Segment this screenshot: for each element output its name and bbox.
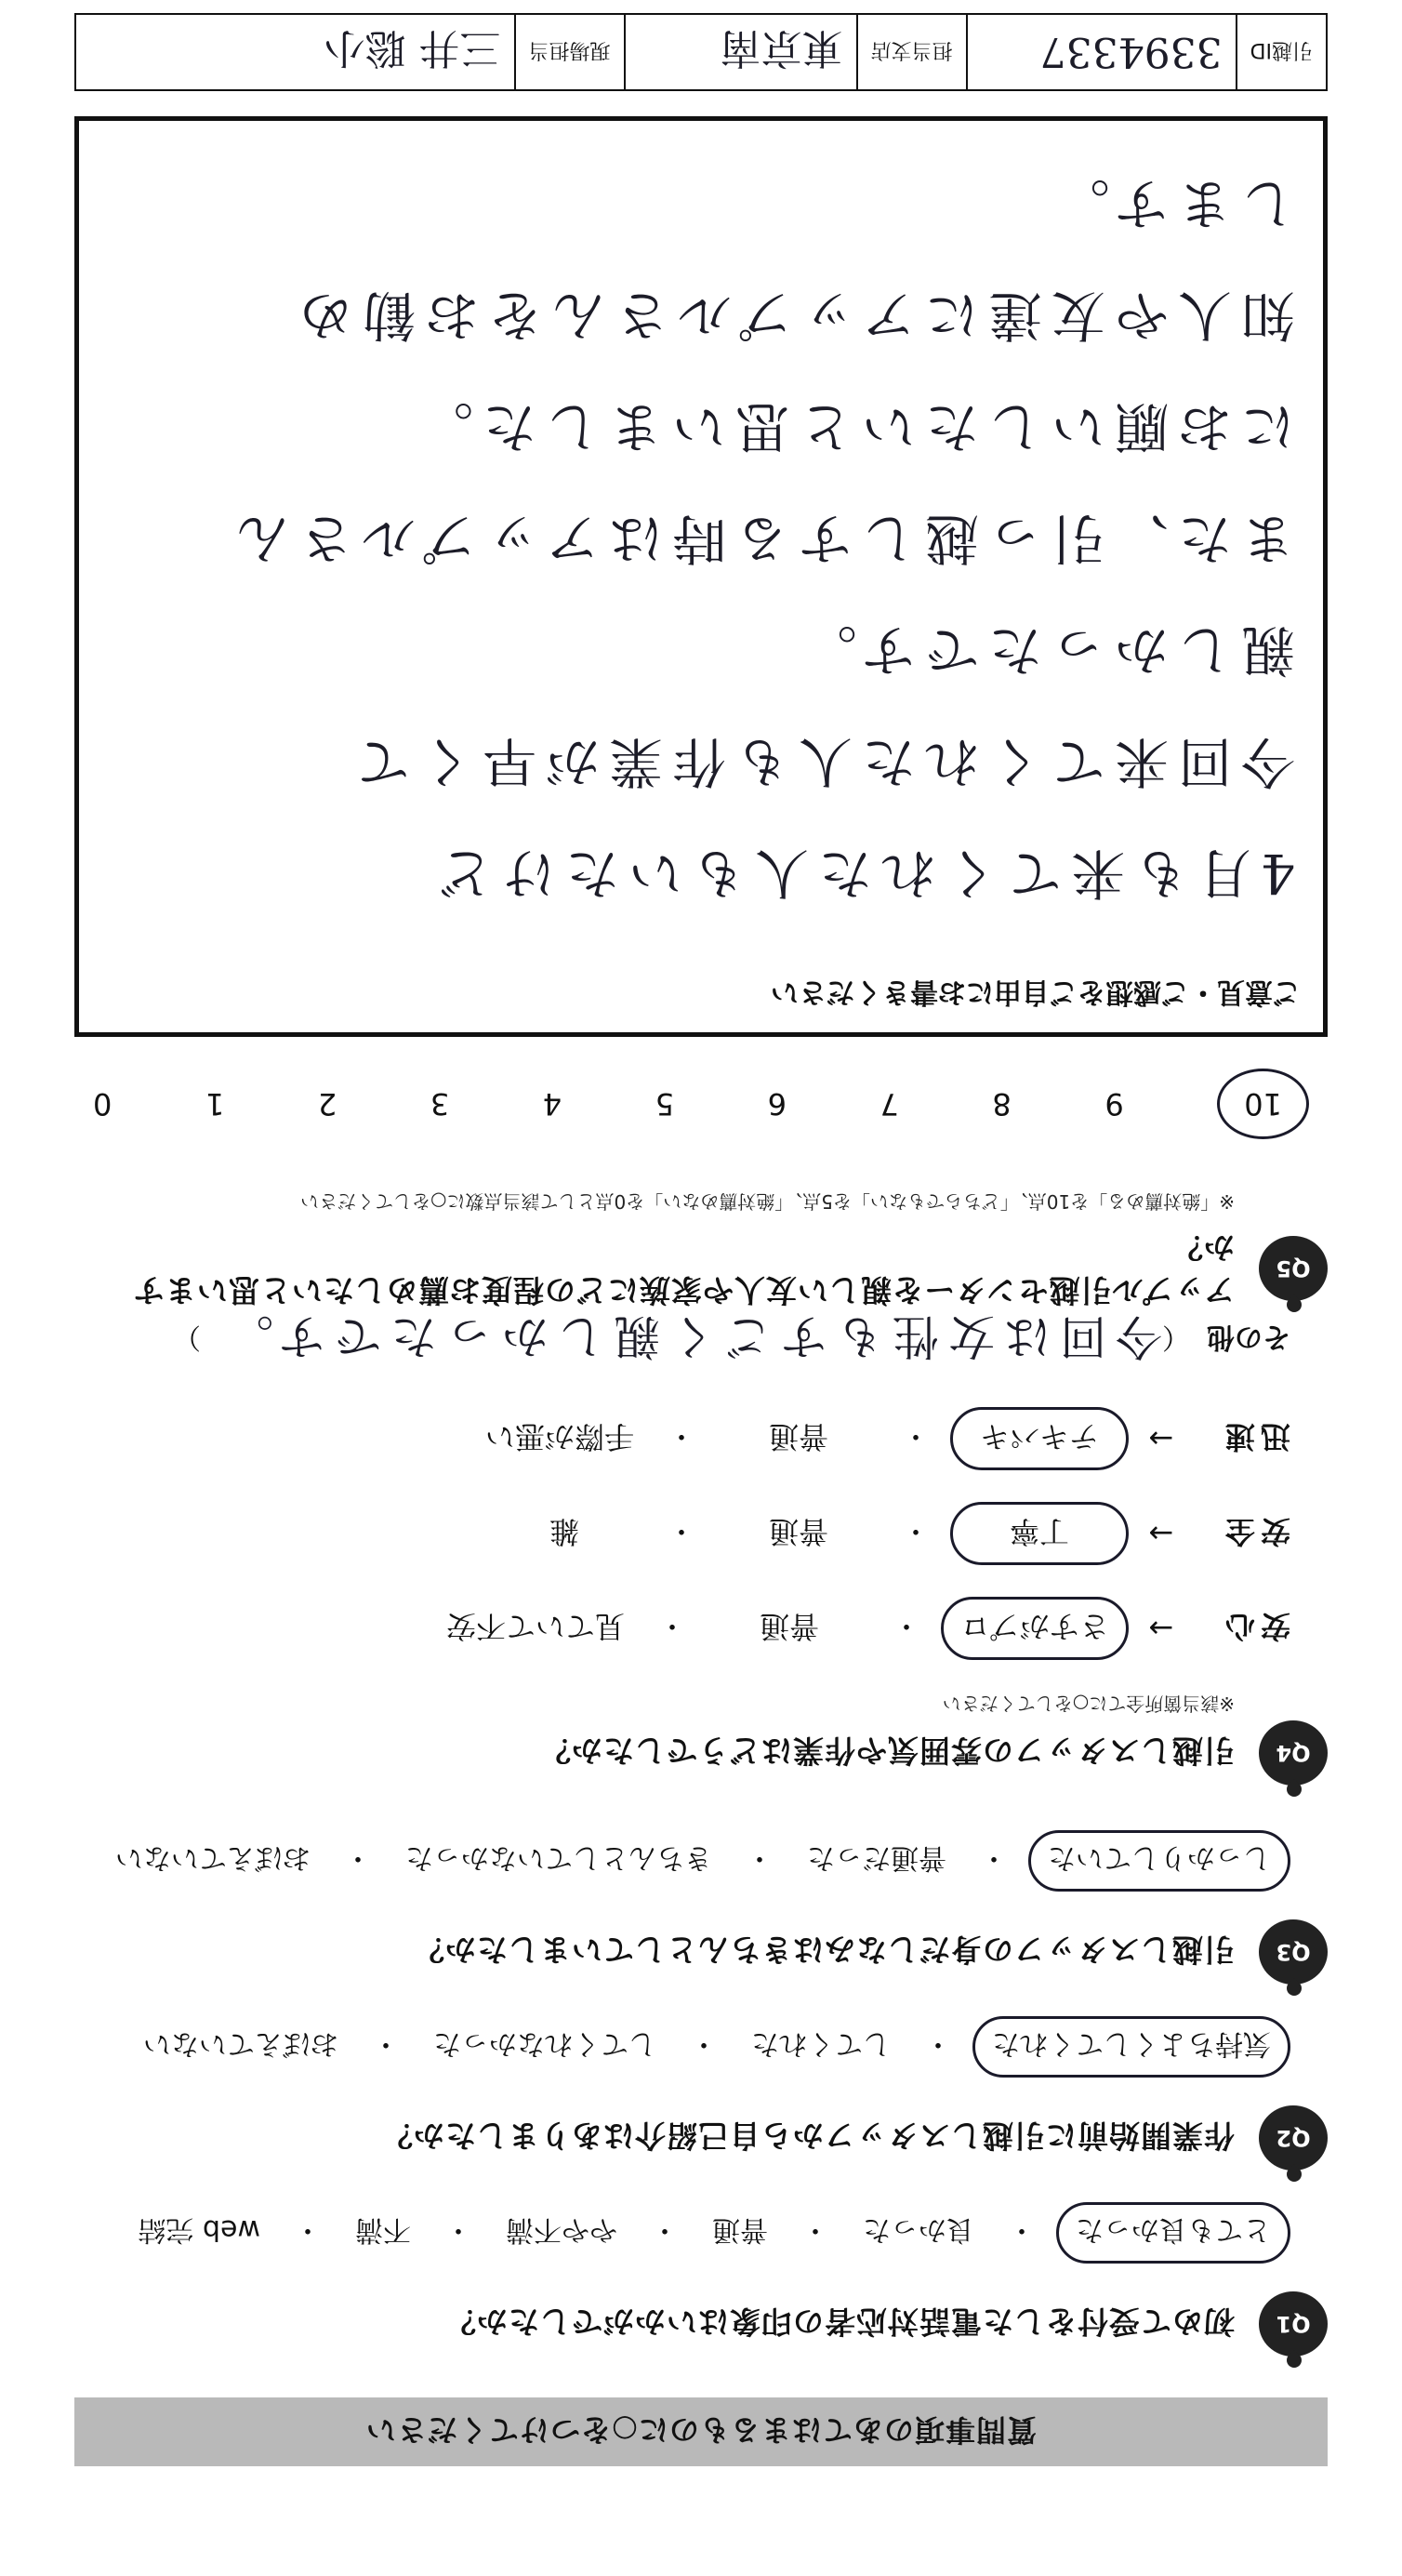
q1-badge: Q1 [1259, 2291, 1328, 2357]
q4-option[interactable]: 雑 [549, 1514, 580, 1549]
q4-other-handwriting: 今回は女性もすごく親しかったです。 [218, 1309, 1162, 1363]
q2-text: 作業開始前に引越しスタッフから自己紹介はありましたか？ [381, 2118, 1235, 2155]
q1-text: 初めて受付をした電話対応者の印象はいかがでしたか？ [444, 2304, 1235, 2341]
scale-number[interactable]: 9 [1104, 1086, 1124, 1122]
leader-label: 現場担当 [514, 15, 624, 89]
q3-option[interactable]: おぼえていない [115, 1841, 311, 1874]
q4-row-anzen: 安全 → 丁寧 ・ 普通 ・ 雑 [74, 1502, 1290, 1565]
instruction-banner: 質問事項のあてはまるものに○をつけてください [74, 2397, 1328, 2466]
q5-badge: Q5 [1259, 1236, 1328, 1301]
comment-line: します。 [1046, 172, 1295, 235]
question-5 [74, 1189, 1328, 1311]
q4-option[interactable]: 見ていて不安 [445, 1609, 625, 1644]
comment-line: 知人や友達にアップルさんをお勧め [289, 284, 1295, 347]
comment-box[interactable] [74, 116, 1328, 1037]
comment-line: また、引っ越しする時はアップルさん [226, 507, 1295, 570]
recommendation-scale [74, 1069, 1328, 1139]
q4-other-close: ） [173, 1321, 201, 1353]
q4-text: 引越しスタッフの雰囲気や作業はどうでしたか？ [539, 1733, 1235, 1770]
scale-number[interactable]: 6 [767, 1086, 787, 1122]
scale-number[interactable]: 4 [542, 1086, 562, 1122]
scale-number-selected[interactable]: 10 [1217, 1069, 1309, 1139]
q4-option-selected[interactable]: テキパキ [950, 1407, 1129, 1470]
q4-row-anshin: 安心 → さすがプロ ・ 普通 ・ 見ていて不安 [74, 1597, 1290, 1660]
scale-number[interactable]: 2 [317, 1086, 337, 1122]
comment-handwriting [79, 128, 1323, 958]
question-2: Q2 作業開始前に引越しスタッフから自己紹介はありましたか？ 気持ちよくしてくれた ・ してくれた ・ してくれなかった ・ おぼえていない [74, 2016, 1328, 2171]
q3-option[interactable]: きちんとしていなかった [405, 1841, 712, 1874]
q5-text: アップル引越センターを親しい友人や家族にどの程度お薦めしたいと思いますか？ [132, 1228, 1235, 1308]
scale-number[interactable]: 7 [880, 1086, 899, 1122]
q4-other-label: その他 [1207, 1321, 1290, 1353]
branch-label: 担当支店 [856, 15, 966, 89]
q1-option[interactable]: 良かった [863, 2213, 974, 2246]
q4-option[interactable]: 手際が悪い [484, 1419, 634, 1454]
scale-number[interactable]: 8 [992, 1086, 1012, 1122]
move-id-value: 3394337 [966, 15, 1236, 89]
branch-value: 東京南 [624, 15, 856, 89]
q3-option-selected[interactable]: しっかりしていた [1028, 1830, 1290, 1892]
q2-option[interactable]: おぼえていない [143, 2027, 338, 2060]
q4-badge: Q4 [1259, 1720, 1328, 1786]
q1-option-selected[interactable]: とても良かった [1056, 2202, 1290, 2264]
q4-option[interactable]: 普通 [769, 1419, 829, 1454]
arrow-icon: → [1148, 1421, 1174, 1456]
q1-option[interactable]: やや不満 [506, 2213, 617, 2246]
q4-option[interactable]: 普通 [769, 1514, 829, 1549]
comment-line: 親しかったです。 [793, 618, 1295, 682]
q4-option-selected[interactable]: 丁寧 [950, 1502, 1129, 1565]
info-bar [74, 13, 1328, 91]
comment-line: 今回来てくれた人も作業が早くて [346, 730, 1295, 793]
q4-option-selected[interactable]: さすがプロ [941, 1597, 1129, 1660]
q4-row-jinsoku: 迅速 → テキパキ ・ 普通 ・ 手際が悪い [74, 1407, 1290, 1470]
q4-row-label: 安心 [1219, 1609, 1290, 1644]
comment-line: にお願いしたいと思いました。 [409, 395, 1295, 458]
q3-text: 引越しスタッフの身だしなみはきちんとしていましたか？ [413, 1932, 1235, 1969]
scale-number[interactable]: 3 [430, 1086, 450, 1122]
q3-badge: Q3 [1259, 1919, 1328, 1985]
q4-row-label: 迅速 [1219, 1419, 1290, 1454]
arrow-icon: → [1148, 1611, 1174, 1646]
question-4 [74, 1307, 1328, 1786]
q5-note: ※「絶対薦める」を10点、「どちらでもない」を5点、「絶対薦めない」を0点として該当点数に○をしてください [300, 1189, 1235, 1213]
q2-badge: Q2 [1259, 2105, 1328, 2171]
comment-title: ご意見・ご感想をご自由にお書きください [771, 976, 1301, 1008]
q1-option[interactable]: 不満 [355, 2213, 411, 2246]
scale-number[interactable]: 5 [655, 1086, 675, 1122]
scale-number[interactable]: 0 [93, 1086, 112, 1122]
scale-number[interactable]: 1 [205, 1086, 225, 1122]
question-3: Q3 引越しスタッフの身だしなみはきちんとしていましたか？ しっかりしていた ・ 普通だった ・ きちんとしていなかった ・ おぼえていない [74, 1830, 1328, 1985]
comment-line: 4月も来てくれた人もいたけど [430, 842, 1295, 905]
q4-row-label: 安全 [1219, 1514, 1290, 1549]
q4-note: ※該当箇所全てに○をしてください [942, 1693, 1235, 1715]
q4-other [74, 1307, 1290, 1374]
q3-option[interactable]: 普通だった [807, 1841, 946, 1874]
question-1: Q1 初めて受付をした電話対応者の印象はいかがでしたか？ とても良かった ・ 良かった ・ 普通 ・ やや不満 ・ 不満 ・ web 完結 [74, 2202, 1328, 2357]
arrow-icon: → [1148, 1516, 1174, 1551]
q4-option[interactable]: 普通 [759, 1609, 819, 1644]
q2-option[interactable]: してくれた [751, 2027, 891, 2060]
q1-option[interactable]: 普通 [712, 2213, 768, 2246]
leader-value: 三井 聡小 [324, 24, 501, 72]
q2-option[interactable]: してくれなかった [433, 2027, 656, 2060]
move-id-label: 引越ID [1236, 15, 1326, 89]
q1-option[interactable]: web 完結 [138, 2213, 260, 2246]
q4-other-open: （ [1162, 1321, 1190, 1353]
q2-option-selected[interactable]: 気持ちよくしてくれた [972, 2016, 1290, 2078]
